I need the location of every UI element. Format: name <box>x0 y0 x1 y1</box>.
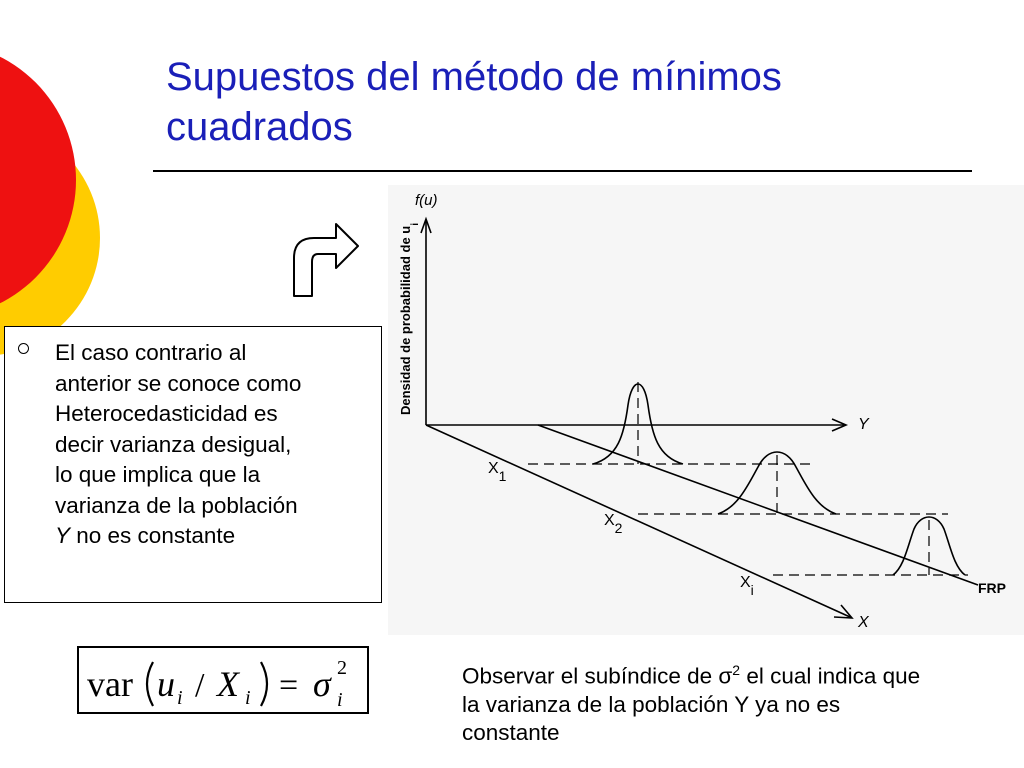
note-text <box>462 656 942 747</box>
bullet-box <box>4 326 382 603</box>
formula-equals: = <box>279 667 299 704</box>
bullet-circle-icon <box>18 343 29 354</box>
formula-right-paren <box>261 662 267 706</box>
note-part2: el cual indica que la varianza de la población Y ya no es constante <box>462 663 921 745</box>
heteroscedasticity-figure <box>388 185 1024 635</box>
x1-label: X1 <box>488 460 507 484</box>
note-part1: Observar el subíndice de σ <box>462 663 733 689</box>
formula-x-sub: i <box>245 687 251 709</box>
fu-label: f(u) <box>415 192 438 209</box>
bent-arrow-icon <box>290 220 362 300</box>
slide-title: Supuestos del método de mínimos cuadrados <box>166 55 782 149</box>
formula-left-paren <box>147 662 153 706</box>
title-divider <box>153 170 972 172</box>
x-axis-name: X <box>858 614 869 631</box>
bullet-line: varianza de la población <box>55 492 298 518</box>
bullet-line: anterior se conoce como <box>55 370 302 396</box>
formula-sigma-sup: 2 <box>337 657 347 679</box>
bullet-line <box>55 521 373 552</box>
formula-u: u <box>157 664 175 704</box>
bullet-text <box>55 338 373 552</box>
bullet-italic-y: Y <box>55 523 71 548</box>
x2-label: X2 <box>604 512 623 536</box>
variance-formula <box>79 648 367 712</box>
y-axis-label-text: Densidad de probabilidad de u <box>398 225 413 415</box>
frp-label: FRP <box>978 580 1006 596</box>
formula-sigma-sub: i <box>337 689 343 711</box>
y-axis-label-sub: i <box>410 222 421 226</box>
bullet-line-rest: no es constante <box>70 523 236 548</box>
note-sup: 2 <box>732 662 741 678</box>
formula-sigma: σ <box>313 664 331 704</box>
bullet-line: Heterocedasticidad es <box>55 401 278 426</box>
formula-var: var <box>87 664 133 704</box>
xi-label: Xi <box>740 574 754 598</box>
bullet-line: lo que implica que la <box>55 462 261 487</box>
formula-u-sub: i <box>177 687 183 709</box>
bullet-line: decir varianza desigual, <box>55 431 292 457</box>
formula-x: X <box>217 664 239 704</box>
formula-slash: / <box>195 667 205 704</box>
bullet-line: El caso contrario al <box>55 340 247 365</box>
formula-box <box>77 646 369 714</box>
y-axis-name: Y <box>858 416 869 433</box>
